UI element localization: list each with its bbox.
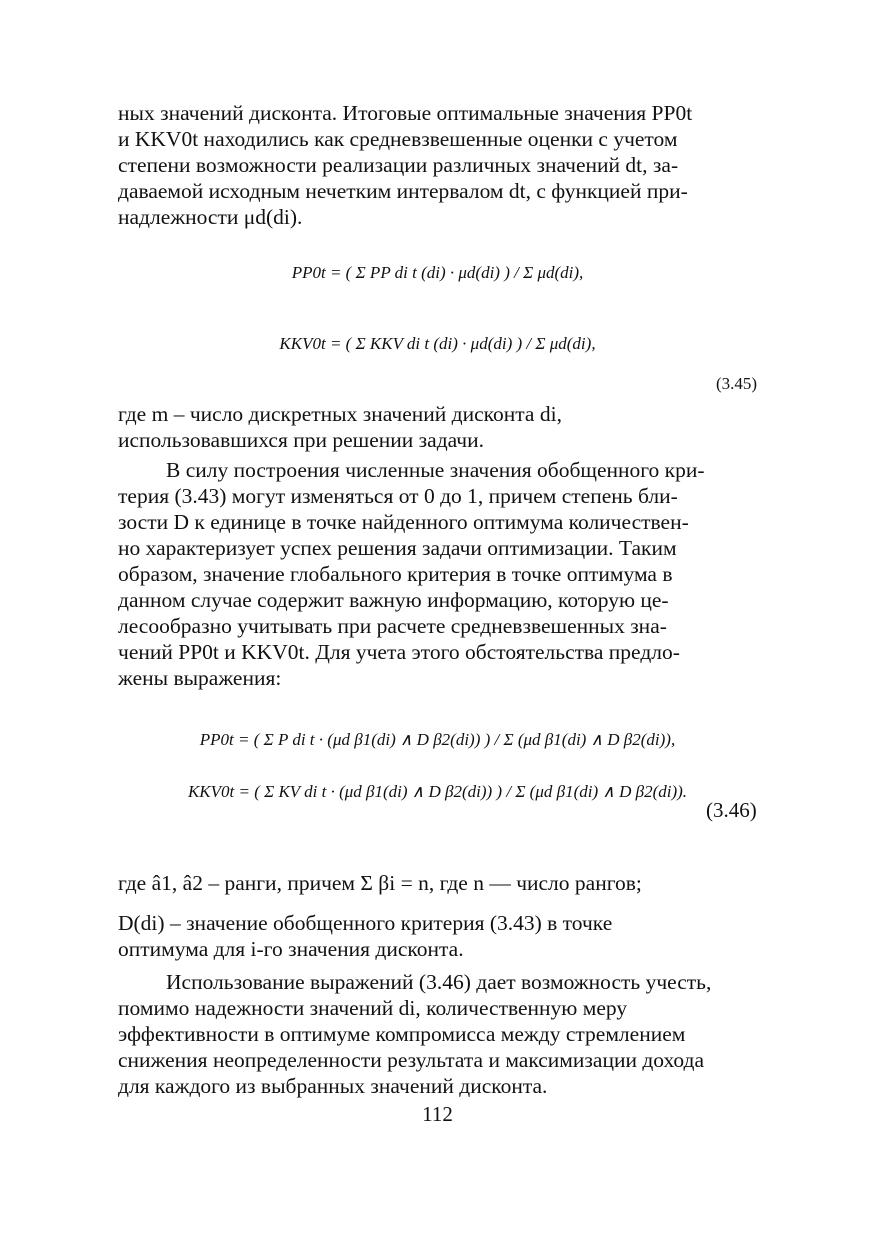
paragraph-1-line-5: надлежности μd(di). (118, 205, 303, 229)
paragraph-3-line-8: чений PP0t и KKV0t. Для учета этого обстоятельства предло- (118, 640, 680, 664)
paragraph-3-line-9: жены выражения: (118, 666, 282, 690)
equation-3-46-line-2: KKV0t = ( Σ KV di t · (μd β1(di) ∧ D β2(di)) ) / Σ (μd β1(di) ∧ D β2(di)). (187, 782, 688, 801)
paragraph-3-line-3: зости D к единице в точке найденного оптимума количествен- (118, 510, 689, 534)
paragraph-3-line-4: но характеризует успех решения задачи оптимизации. Таким (118, 536, 677, 560)
equation-3-46-line-1: PP0t = ( Σ P di t · (μd β1(di) ∧ D β2(di)) ) / Σ (μd β1(di) ∧ D β2(di)), (199, 730, 676, 749)
equation-number-3-45: (3.45) (716, 374, 758, 393)
page-number: 112 (422, 1102, 453, 1126)
paragraph-5-line-3: эффективности в оптимуме компромисса между стремлением (118, 1022, 686, 1046)
equation-3-45-line-2: KKV0t = ( Σ KKV di t (di) · μd(di) ) / Σ μd(di), (279, 334, 596, 353)
paragraph-4 (118, 870, 768, 962)
paragraph-1-line-3: степени возможности реализации различных значений dt, за- (118, 153, 679, 177)
paragraph-5-line-1: Использование выражений (3.46) дает возможность учесть, (166, 970, 712, 994)
paragraph-5-line-5: для каждого из выбранных значений дисконта. (118, 1074, 548, 1098)
paragraph-3-line-2: терия (3.43) могут изменяться от 0 до 1, причем степень бли- (118, 484, 678, 508)
paragraph-3-line-1: В силу построения численные значения обобщенного кри- (166, 458, 705, 482)
paragraph-5 (118, 969, 768, 1099)
equation-3-45-line-1: PP0t = ( Σ PP di t (di) · μd(di) ) / Σ μd(di), (291, 263, 584, 282)
paragraph-3-line-6: данном случае содержит важную информацию, которую це- (118, 588, 669, 612)
paragraph-2-line-1: где m – число дискретных значений дисконта di, (118, 402, 562, 426)
paragraph-4-line-2: D(di) – значение обобщенного критерия (3.43) в точке (118, 911, 613, 935)
paragraph-3-line-7: лесообразно учитывать при расчете средневзвешенных зна- (118, 614, 667, 638)
paragraph-2-line-2: использовавшихся при решении задачи. (118, 428, 485, 452)
paragraph-1 (118, 100, 768, 230)
equation-number-3-46: (3.46) (706, 798, 757, 822)
paragraph-3-line-5: образом, значение глобального критерия в точке оптимума в (118, 562, 673, 586)
paragraph-1-line-4: даваемой исходным нечетким интервалом dt, с функцией при- (118, 179, 688, 203)
paragraph-2 (118, 401, 768, 453)
paragraph-5-line-2: помимо надежности значений di, количественную меру (118, 996, 628, 1020)
paragraph-3 (118, 457, 768, 691)
paragraph-4-line-1: где â1, â2 – ранги, причем Σ βi = n, где n — число рангов; (118, 871, 642, 895)
paragraph-5-line-4: снижения неопределенности результата и максимизации дохода (118, 1048, 705, 1072)
paragraph-4-line-3: оптимума для i-го значения дисконта. (118, 937, 464, 961)
paragraph-1-line-2: и KKV0t находились как средневзвешенные оценки с учетом (118, 127, 678, 151)
paragraph-1-line-1: ных значений дисконта. Итоговые оптимальные значения PP0t (118, 101, 693, 125)
